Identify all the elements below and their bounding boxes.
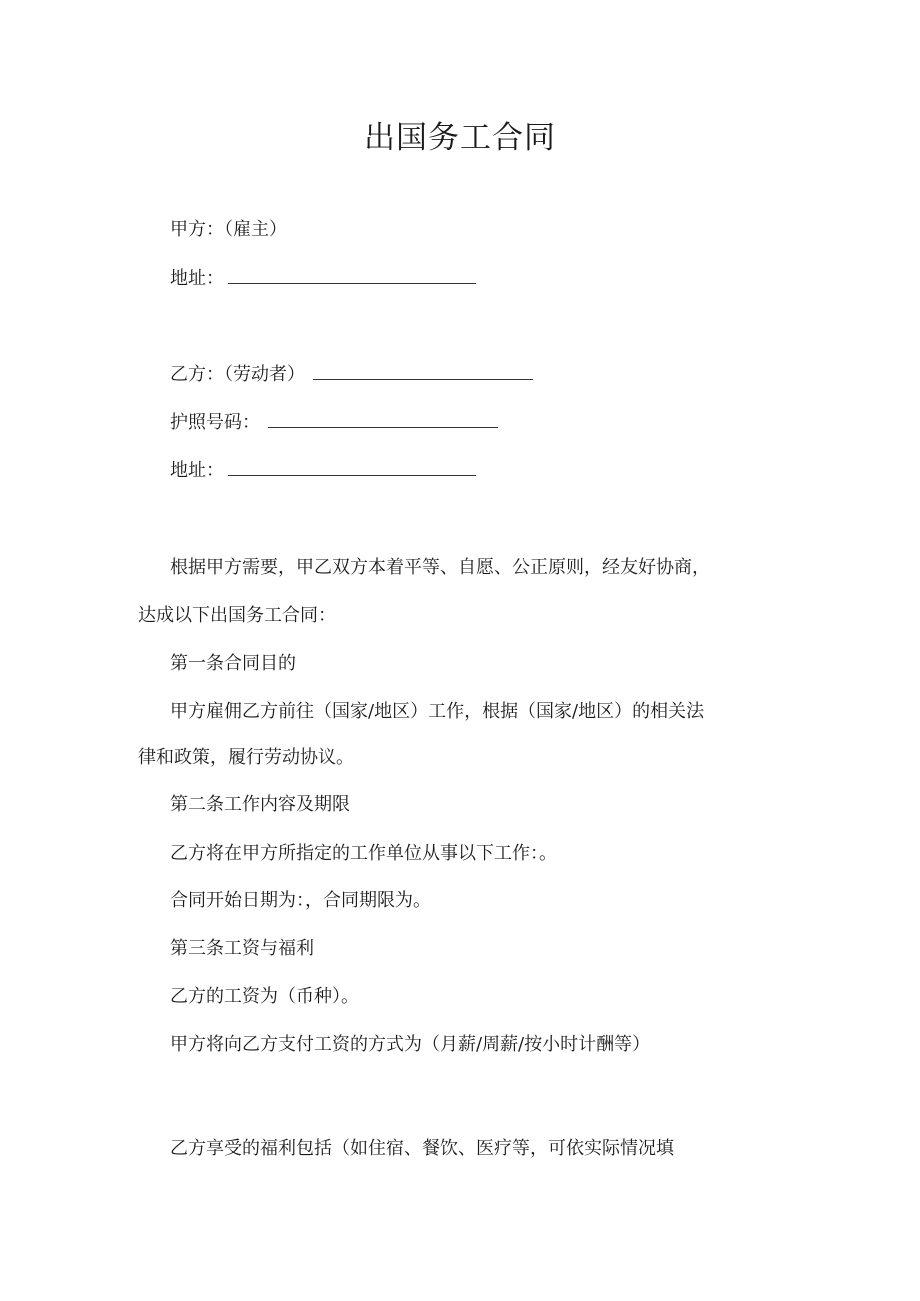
party-b-line xyxy=(170,361,533,389)
party-b-address-line xyxy=(170,457,476,485)
preamble-line-2: 达成以下出国务工合同： xyxy=(138,605,336,626)
party-b-address-label: 地址： xyxy=(170,460,224,481)
article-1-line-1: 甲方雇佣乙方前往（国家/地区）工作，根据（国家/地区）的相关法 xyxy=(170,701,705,722)
passport-number-blank[interactable] xyxy=(268,409,498,428)
article-3-line-3: 乙方享受的福利包括（如住宿、餐饮、医疗等，可依实际情况填 xyxy=(170,1138,674,1159)
page-title: 出国务工合同 xyxy=(364,120,556,156)
party-b-address-blank[interactable] xyxy=(228,457,476,476)
party-a-address-line xyxy=(170,265,476,293)
article-3-line-1: 乙方的工资为（币种）。 xyxy=(170,986,359,1007)
party-b-label: 乙方：（劳动者） xyxy=(170,364,305,385)
article-3-heading: 第三条工资与福利 xyxy=(170,938,314,959)
party-a-label: 甲方：（雇主） xyxy=(170,219,287,240)
article-2-line-1: 乙方将在甲方所指定的工作单位从事以下工作：。 xyxy=(170,843,557,864)
party-a-address-label: 地址： xyxy=(170,268,224,289)
passport-label: 护照号码： xyxy=(170,412,260,433)
party-b-name-blank[interactable] xyxy=(313,361,533,380)
article-1-heading: 第一条合同目的 xyxy=(170,653,296,674)
article-2-line-2: 合同开始日期为：，合同期限为。 xyxy=(170,890,431,911)
article-1-line-2: 律和政策，履行劳动协议。 xyxy=(138,747,354,768)
party-a-line xyxy=(170,216,287,244)
party-a-address-blank[interactable] xyxy=(228,265,476,284)
party-b-passport-line xyxy=(170,409,498,437)
article-3-line-2: 甲方将向乙方支付工资的方式为（月薪/周薪/按小时计酬等） xyxy=(170,1034,651,1055)
preamble-line-1: 根据甲方需要，甲乙双方本着平等、自愿、公正原则，经友好协商， xyxy=(170,557,710,578)
article-2-heading: 第二条工作内容及期限 xyxy=(170,794,350,815)
